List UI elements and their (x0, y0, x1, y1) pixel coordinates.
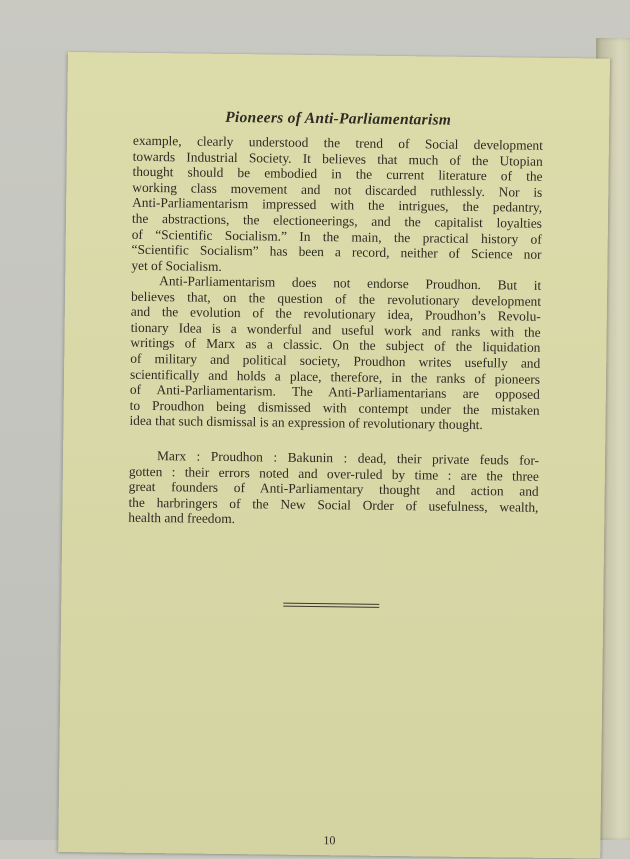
section-divider-bottom (283, 606, 379, 608)
text-line: yet of Socialism. (131, 257, 222, 274)
text-line: tionary Idea is a wonderful and useful work and ranks with the (130, 319, 541, 340)
running-title: Pioneers of Anti-Parliamentarism (225, 108, 452, 129)
text-line: believes that, on the question of the revolutionary development (130, 288, 542, 309)
paragraph-2 (129, 273, 541, 434)
text-line: Marx : Proudhon : Bakunin : dead, their private feuds for- (156, 448, 540, 468)
text-line: of “Scientific Socialism.” In the main, the practical history of (131, 226, 542, 247)
text-line: towards Industrial Society. It believes that much of the Utopian (132, 148, 543, 169)
text-line: health and freedom. (128, 510, 236, 527)
text-line: the abstractions, the electioneerings, and the capitalist loyalties (131, 210, 543, 231)
book-page (58, 52, 610, 859)
text-line: Anti-Parliamentarism impressed with the intrigues, the pedantry, (132, 195, 543, 216)
text-line: to Proudhon being dismissed with contempt under the mistaken (129, 397, 540, 418)
paragraph-3 (128, 448, 539, 531)
text-line: scientifically and holds a place, therefore, in the ranks of pioneers (129, 366, 541, 387)
text-line: the harbringers of the New Social Order of usefulness, wealth, (128, 494, 539, 515)
text-line: gotten : their errors noted and over-ruled by time : are the three (128, 463, 539, 484)
text-line: idea that such dismissal is an expression of revolutionary thought. (129, 413, 483, 433)
text-line: of military and political society, Proudhon writes usefully and (130, 350, 541, 371)
text-line: great founders of Anti-Parliamentary thought and action and (128, 478, 539, 499)
text-line: example, clearly understood the trend of Social development (132, 132, 543, 153)
text-line: and the evolution of the revolutionary idea, Proudhon’s Revolu- (130, 303, 541, 324)
text-line: of Anti-Parliamentarism. The Anti-Parliamentarians are opposed (129, 381, 540, 402)
text-line: working class movement and not discarded ruthlessly. Nor is (132, 179, 543, 200)
text-line: Anti-Parliamentarism does not endorse Proudhon. But it (159, 273, 542, 293)
text-line: writings of Marx as a classic. On the subject of the liquidation (130, 335, 541, 356)
paragraph-1 (131, 133, 543, 278)
section-divider-top (283, 603, 379, 605)
text-line: “Scientific Socialism” has been a record, neither of Science nor (131, 241, 542, 262)
page-number: 10 (323, 833, 336, 848)
text-line: thought should be embodied in the current literature of the (132, 163, 543, 184)
